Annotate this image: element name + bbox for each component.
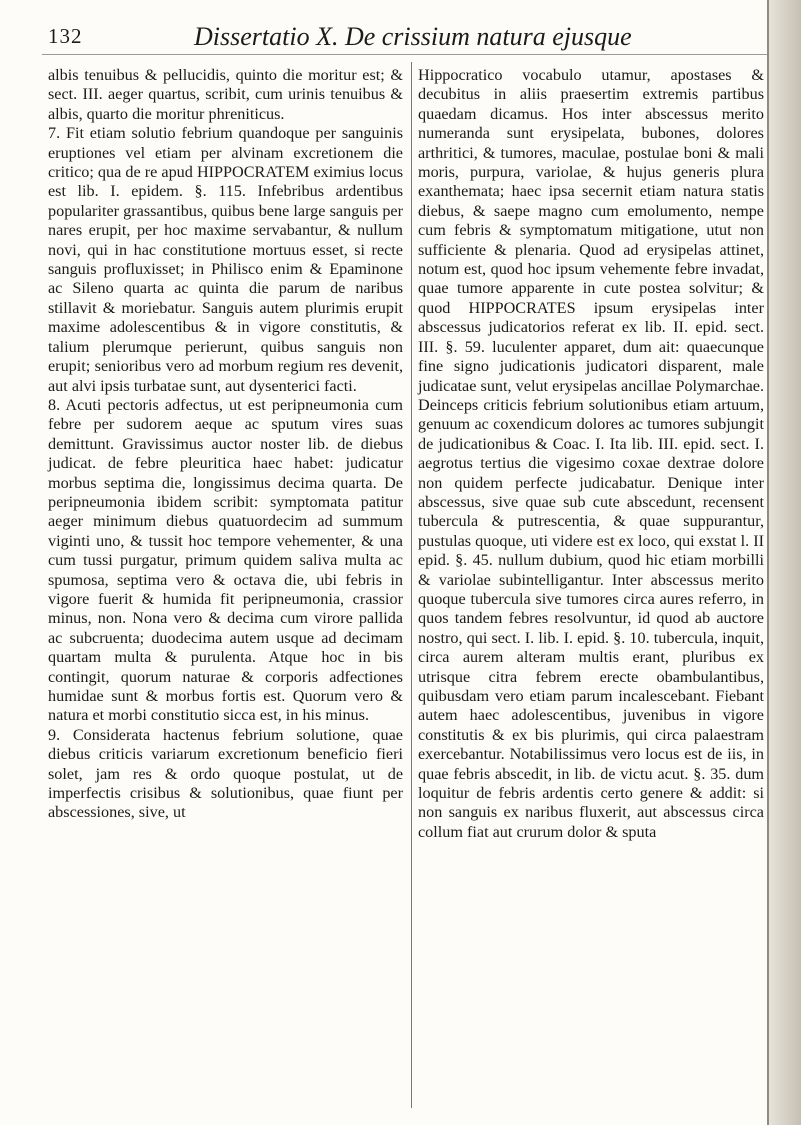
- running-title: Dissertatio X. De crissium natura ejusque: [194, 22, 632, 51]
- paragraph: albis tenuibus & pellucidis, quinto die moritur est; & sect. III. aeger quartus, scribit, cum urinis tenuibus & albis, quarto die moritur phreniticus.: [48, 66, 403, 123]
- column-divider: [411, 62, 412, 1108]
- page-number: 132: [48, 24, 83, 48]
- left-column: [48, 66, 403, 823]
- book-spine-edge: [767, 0, 801, 1125]
- page-header: [42, 10, 782, 55]
- right-column: [418, 66, 764, 842]
- paragraph: 7. Fit etiam solutio febrium quandoque per sanguinis eruptiones vel etiam per alvinam excretionem die critico; qua de re apud HIPPOCRATEM eximius locus est lib. I. epidem. §. 115. Infebribus ardentibus populariter grassantibus, quibus bene large sanguis per nares erupit, per hoc maxime servabantur, & nullum novi, qui in hac constitutione mortuus esset, si recte sanguis profluxisset; in Philisco enim & Epaminone ac Sileno quarta ac quinta die parum de naribus stillavit & moriebatur. Sanguis autem plurimis erupit maxime adolescentibus & in vigore constitutis, & talium plerumque perierunt, quibus sanguis non erupit; senioribus vero ad morbum regium res devenit, aut alvi ipsis turbatae sunt, aut dysenterici facti.: [48, 124, 403, 395]
- paragraph: 8. Acuti pectoris adfectus, ut est peripneumonia cum febre per sudorem aeque ac sputum vires suas demittunt. Gravissimus auctor noster lib. de diebus judicat. de febre pleuritica haec habet: judicatur morbus septima die, longissimus decima quarta. De peripneumonia ibidem scribit: symptomata patitur aeger minimum diebus quatuordecim ad summum viginti uno, & tussit hoc tempore vehementer, & una cum tussi purgatur, primum quidem saliva multa ac spumosa, septima vero & octava die, ubi febris in vigore fuerit & humida fit peripneumonia, crassior minus, non. Nona vero & decima cum virore pallida ac subcruenta; duodecima autem usque ad decimam quartam multa & purulenta. Atque hoc in bis contingit, quorum naturae & corporis adfectiones humidae sunt & morbus fortis est. Quorum vero & natura et morbi constitutio sicca est, in his minus.: [48, 395, 403, 725]
- paragraph: Hippocratico vocabulo utamur, apostases & decubitus in aliis praesertim extremis partibus quaedam dicamus. Hos inter abscessus merito numeranda sunt erysipelata, bubones, dolores arthritici, & tumores, maculae, postulae boni & mali moris, purpura, variolae, & hujus generis plura exanthemata; haec ipsa secernit etiam natura statis diebus, & saepe magno cum emolumento, nempe cum febris & symptomatum mitigatione, utut non sufficiente & plenaria. Quod ad erysipelas attinet, notum est, quod hoc ipsum vehemente febre invadat, quae tumore apparente in cute postea solvitur; & quod HIPPOCRATES ipsum erysipelas inter abscessus judicatorios referat ex lib. II. epid. sect. III. §. 59. luculenter apparet, dum ait: quaecunque fine signo judicationis judicatori disparent, male judicatae sunt, velut erysipelas ancillae Polymarchae. Deinceps criticis febrium solutionibus etiam artuum, genuum ac coxendicum dolores ac tumores subjungit de judicationibus & Coac. I. Ita lib. III. epid. sect. I. aegrotus tertius die vigesimo coxae dextrae dolore non quidem perfecte judicabatur. Denique inter abscessus, sive quae sub cute abscedunt, recensent tubercula & putrescentia, & quae suppurantur, pustulas quoque, uti videre est ex loco, qui exstat l. II epid. §. 45. nullum dubium, quod hic etiam morbilli & variolae subintelligantur. Inter abscessus merito quoque tubercula sive tumores circa aures referro, in quos tandem febres resolvuntur, id quod ab auctore nostro, qui sect. I. lib. I. epid. §. 10. tubercula, inquit, circa aurem alteram multis erant, pluribus ex utrisque citra febrem erecte obambulantibus, quibusdam vero etiam parum incalescebant. Fiebant autem haec adolescentibus, juvenibus in vigore constitutis & ex bis plurimis, qui circa palaestram exercebantur. Notabilissimus vero locus est de iis, in quae febris abscedit, in lib. de victu acut. §. 35. dum loquitur de febris ardentis certo genere & addit: si non sanguis ex naribus fluxerit, aut abscessus circa collum fiat aut crurum dolor & sputa: [418, 66, 764, 841]
- paragraph: 9. Considerata hactenus febrium solutione, quae diebus criticis variarum excretionum beneficio fieri solet, jam res & ordo quoque postulat, ut de imperfectis crisibus & solutionibus, quae fiunt per abscessiones, sive, ut: [48, 725, 403, 822]
